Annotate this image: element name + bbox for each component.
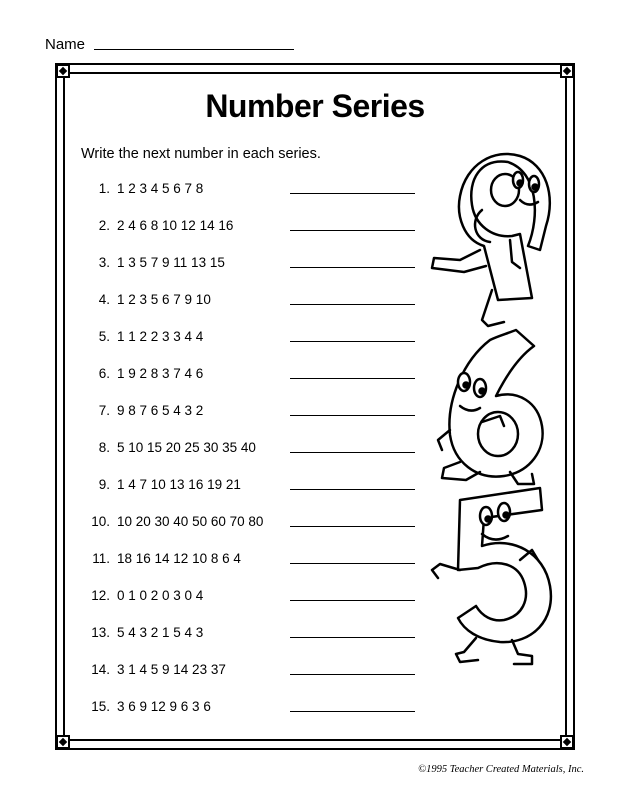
series-item	[86, 364, 203, 384]
item-number: 15.	[91, 699, 110, 714]
series-item	[86, 549, 241, 569]
series-values: 10 20 30 40 50 60 70 80	[117, 514, 264, 529]
item-number: 9.	[98, 477, 110, 492]
series-values: 9 8 7 6 5 4 3 2	[117, 403, 204, 418]
item-number: 6.	[98, 366, 110, 381]
series-item	[86, 660, 226, 680]
item-number: 12.	[91, 588, 110, 603]
series-values: 1 4 7 10 13 16 19 21	[117, 477, 241, 492]
corner-ornament-bottom-left	[56, 735, 70, 749]
answer-blank[interactable]	[290, 563, 415, 564]
answer-blank[interactable]	[290, 230, 415, 231]
copyright: ©1995 Teacher Created Materials, Inc.	[418, 764, 584, 775]
answer-blank[interactable]	[290, 637, 415, 638]
series-values: 5 10 15 20 25 30 35 40	[117, 440, 256, 455]
answer-blank[interactable]	[290, 452, 415, 453]
answer-blank[interactable]	[290, 267, 415, 268]
series-item	[86, 475, 241, 495]
series-item	[86, 697, 211, 717]
answer-blank[interactable]	[290, 600, 415, 601]
item-number: 3.	[98, 255, 110, 270]
item-number: 1.	[98, 181, 110, 196]
item-number: 14.	[91, 662, 110, 677]
answer-blank[interactable]	[290, 526, 415, 527]
item-number: 5.	[98, 329, 110, 344]
cartoon-five-icon	[432, 488, 551, 664]
series-item	[86, 586, 203, 606]
series-values: 0 1 0 2 0 3 0 4	[117, 588, 204, 603]
answer-blank[interactable]	[290, 378, 415, 379]
item-number: 8.	[98, 440, 110, 455]
item-number: 10.	[91, 514, 110, 529]
series-item	[86, 623, 203, 643]
name-field[interactable]	[94, 49, 294, 50]
item-number: 2.	[98, 218, 110, 233]
series-values: 2 4 6 8 10 12 14 16	[117, 218, 234, 233]
answer-blank[interactable]	[290, 304, 415, 305]
answer-blank[interactable]	[290, 674, 415, 675]
series-item	[86, 216, 233, 236]
series-item	[86, 327, 203, 347]
answer-blank[interactable]	[290, 711, 415, 712]
series-values: 1 3 5 7 9 11 13 15	[117, 255, 225, 270]
corner-ornament-bottom-right	[560, 735, 574, 749]
series-values: 18 16 14 12 10 8 6 4	[117, 551, 241, 566]
cartoon-numbers-illustration	[420, 150, 560, 670]
series-item	[86, 290, 211, 310]
series-item	[86, 512, 263, 532]
name-label: Name	[45, 36, 86, 53]
series-values: 5 4 3 2 1 5 4 3	[117, 625, 204, 640]
series-values: 3 1 4 5 9 14 23 37	[117, 662, 226, 677]
answer-blank[interactable]	[290, 489, 415, 490]
item-number: 13.	[91, 625, 110, 640]
series-item	[86, 253, 225, 273]
cartoon-six-icon	[438, 330, 543, 484]
series-values: 1 2 3 4 5 6 7 8	[117, 181, 204, 196]
item-number: 4.	[98, 292, 110, 307]
series-values: 1 2 3 5 6 7 9 10	[117, 292, 211, 307]
cartoon-nine-icon	[432, 154, 550, 326]
page-title: Number Series	[205, 88, 425, 124]
answer-blank[interactable]	[290, 341, 415, 342]
corner-ornament-top-right	[560, 64, 574, 78]
instructions: Write the next number in each series.	[81, 146, 321, 162]
series-item	[86, 438, 256, 458]
series-item	[86, 401, 203, 421]
series-values: 3 6 9 12 9 6 3 6	[117, 699, 211, 714]
answer-blank[interactable]	[290, 193, 415, 194]
series-values: 1 9 2 8 3 7 4 6	[117, 366, 204, 381]
item-number: 11.	[92, 551, 110, 566]
answer-blank[interactable]	[290, 415, 415, 416]
series-item	[86, 179, 203, 199]
series-values: 1 1 2 2 3 3 4 4	[117, 329, 204, 344]
corner-ornament-top-left	[56, 64, 70, 78]
item-number: 7.	[98, 403, 110, 418]
